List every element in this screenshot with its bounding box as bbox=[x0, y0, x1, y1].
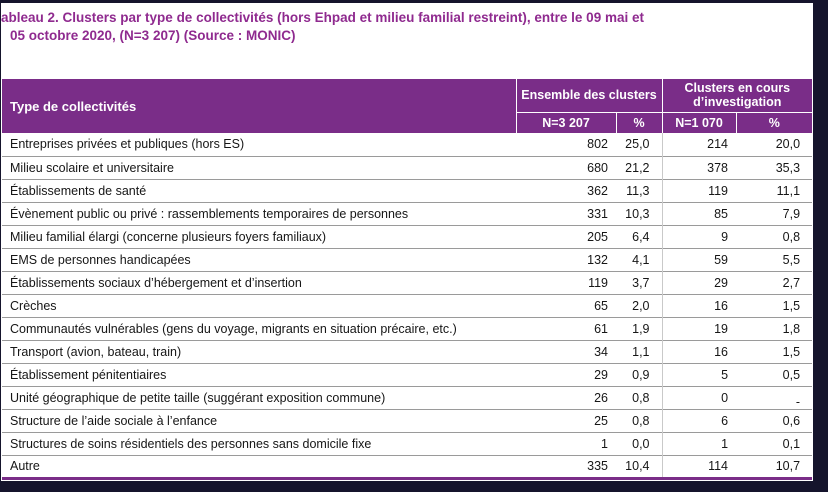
row-pct-ensemble: 1,1 bbox=[616, 340, 662, 363]
row-n-ensemble: 61 bbox=[516, 317, 616, 340]
row-pct-ensemble: 6,4 bbox=[616, 225, 662, 248]
row-pct-ensemble: 10,4 bbox=[616, 455, 662, 478]
row-pct-ensemble: 3,7 bbox=[616, 271, 662, 294]
row-n-ensemble: 205 bbox=[516, 225, 616, 248]
row-n-investigation: 1 bbox=[662, 432, 736, 455]
row-pct-investigation: 0,1 bbox=[736, 432, 812, 455]
row-pct-investigation: 10,7 bbox=[736, 455, 812, 478]
row-pct-investigation: 5,5 bbox=[736, 248, 812, 271]
row-n-ensemble: 119 bbox=[516, 271, 616, 294]
row-n-investigation: 6 bbox=[662, 409, 736, 432]
row-label: Milieu familial élargi (concerne plusieurs foyers familiaux) bbox=[2, 225, 516, 248]
row-pct-investigation: 11,1 bbox=[736, 179, 812, 202]
row-pct-ensemble: 2,0 bbox=[616, 294, 662, 317]
row-pct-ensemble: 0,8 bbox=[616, 386, 662, 409]
row-n-investigation: 378 bbox=[662, 156, 736, 179]
row-pct-investigation: 0,5 bbox=[736, 363, 812, 386]
row-label: Établissements de santé bbox=[2, 179, 516, 202]
row-n-ensemble: 25 bbox=[516, 409, 616, 432]
row-pct-investigation: 7,9 bbox=[736, 202, 812, 225]
row-pct-ensemble: 0,0 bbox=[616, 432, 662, 455]
column-header-pct-ensemble: % bbox=[616, 112, 662, 133]
table-row bbox=[2, 340, 812, 363]
row-n-investigation: 119 bbox=[662, 179, 736, 202]
row-n-ensemble: 26 bbox=[516, 386, 616, 409]
row-n-ensemble: 335 bbox=[516, 455, 616, 478]
row-pct-ensemble: 10,3 bbox=[616, 202, 662, 225]
row-n-investigation: 114 bbox=[662, 455, 736, 478]
row-n-ensemble: 331 bbox=[516, 202, 616, 225]
table-row bbox=[2, 271, 812, 294]
row-n-investigation: 19 bbox=[662, 317, 736, 340]
row-label: Entreprises privées et publiques (hors ES) bbox=[10, 137, 245, 152]
row-label: Structure de l’aide sociale à l’enfance bbox=[2, 409, 516, 432]
table-caption bbox=[1, 9, 813, 45]
table-row bbox=[2, 156, 812, 179]
row-pct-investigation: 0,8 bbox=[736, 225, 812, 248]
row-pct-investigation: 1,5 bbox=[736, 294, 812, 317]
crop-edge-left bbox=[0, 0, 1, 492]
table-caption-line1: ableau 2. Clusters par type de collectivités (hors Ehpad et milieu familial restreint), entre le 09 mai et bbox=[1, 10, 644, 25]
row-pct-ensemble: 4,1 bbox=[616, 248, 662, 271]
crop-edge-bottom bbox=[0, 481, 828, 492]
row-label: Unité géographique de petite taille (suggérant exposition commune) bbox=[2, 386, 516, 409]
column-header-n-investigation: N=1 070 bbox=[662, 112, 736, 133]
row-pct-investigation: 1,8 bbox=[736, 317, 812, 340]
row-label: Établissements sociaux d’hébergement et d’insertion bbox=[2, 271, 516, 294]
row-pct-investigation: - bbox=[736, 386, 812, 409]
table-row bbox=[2, 455, 812, 478]
row-pct-ensemble: 0,9 bbox=[616, 363, 662, 386]
crop-edge-top bbox=[0, 0, 828, 3]
row-n-ensemble: 802 bbox=[587, 137, 608, 152]
row-n-investigation: 29 bbox=[662, 271, 736, 294]
row-pct-ensemble: 11,3 bbox=[616, 179, 662, 202]
row-label: Communautés vulnérables (gens du voyage, migrants en situation précaire, etc.) bbox=[2, 317, 516, 340]
row-n-investigation: 16 bbox=[662, 340, 736, 363]
table-row bbox=[2, 363, 812, 386]
row-n-ensemble: 680 bbox=[516, 156, 616, 179]
row-label: Autre bbox=[2, 455, 516, 478]
crop-edge-right bbox=[813, 0, 828, 492]
table-caption-line2: 05 octobre 2020, (N=3 207) (Source : MONIC) bbox=[10, 28, 296, 43]
column-group-ensemble: Ensemble des clusters bbox=[516, 79, 662, 112]
row-label: Évènement public ou privé : rassemblements temporaires de personnes bbox=[2, 202, 516, 225]
table-header bbox=[2, 79, 812, 133]
row-n-investigation: 85 bbox=[662, 202, 736, 225]
row-n-investigation: 16 bbox=[662, 294, 736, 317]
row-n-investigation: 9 bbox=[662, 225, 736, 248]
row-n-investigation: 0 bbox=[662, 386, 736, 409]
row-label: Crèches bbox=[2, 294, 516, 317]
table-row bbox=[2, 386, 812, 409]
row-n-investigation: 5 bbox=[662, 363, 736, 386]
clusters-table bbox=[2, 79, 812, 480]
row-pct-investigation: 35,3 bbox=[736, 156, 812, 179]
table-row bbox=[2, 294, 812, 317]
row-label: Transport (avion, bateau, train) bbox=[2, 340, 516, 363]
row-pct-ensemble: 21,2 bbox=[616, 156, 662, 179]
table-row bbox=[2, 248, 812, 271]
row-label: Établissement pénitentiaires bbox=[2, 363, 516, 386]
row-label: EMS de personnes handicapées bbox=[2, 248, 516, 271]
table-row bbox=[2, 225, 812, 248]
row-n-ensemble: 34 bbox=[516, 340, 616, 363]
row-n-investigation: 59 bbox=[662, 248, 736, 271]
row-pct-investigation: 2,7 bbox=[736, 271, 812, 294]
table-body bbox=[2, 133, 812, 478]
column-header-pct-investigation: % bbox=[736, 112, 812, 133]
table-row bbox=[2, 202, 812, 225]
row-pct-investigation: 0,6 bbox=[736, 409, 812, 432]
table-row bbox=[2, 133, 812, 156]
table-row bbox=[2, 432, 812, 455]
column-header-type: Type de collectivités bbox=[2, 79, 516, 133]
table-row bbox=[2, 409, 812, 432]
row-pct-ensemble: 25,0 bbox=[625, 137, 650, 152]
column-header-n-ensemble: N=3 207 bbox=[516, 112, 616, 133]
row-n-ensemble: 65 bbox=[516, 294, 616, 317]
row-n-ensemble: 362 bbox=[516, 179, 616, 202]
row-pct-investigation: 1,5 bbox=[736, 340, 812, 363]
row-n-ensemble: 132 bbox=[516, 248, 616, 271]
table-row bbox=[2, 179, 812, 202]
table-row bbox=[2, 317, 812, 340]
row-label: Milieu scolaire et universitaire bbox=[2, 156, 516, 179]
row-n-ensemble: 29 bbox=[516, 363, 616, 386]
row-pct-ensemble: 1,9 bbox=[616, 317, 662, 340]
row-n-ensemble: 1 bbox=[516, 432, 616, 455]
row-pct-investigation: 20,0 bbox=[775, 137, 801, 152]
column-group-investigation: Clusters en cours d’investigation bbox=[662, 79, 812, 112]
row-n-investigation: 214 bbox=[662, 133, 736, 156]
row-label: Structures de soins résidentiels des personnes sans domicile fixe bbox=[2, 432, 516, 455]
row-pct-ensemble: 0,8 bbox=[616, 409, 662, 432]
